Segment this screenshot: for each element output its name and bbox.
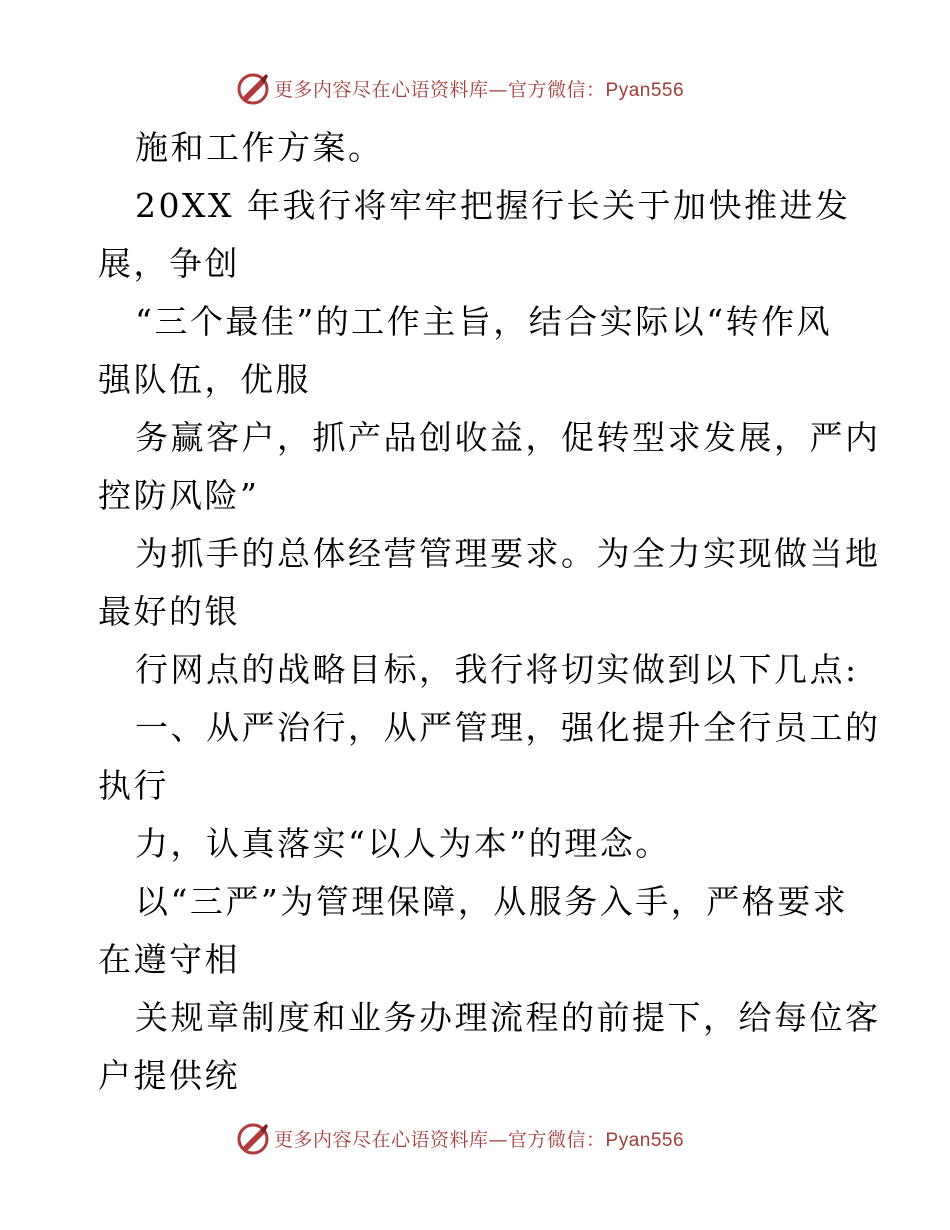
- body-line: “三个最佳”的工作主旨，结合实际以“转作风: [135, 302, 833, 341]
- body-line: 强队伍，优服: [98, 360, 311, 399]
- watermark-text: [274, 1128, 684, 1153]
- body-line: 关规章制度和业务办理流程的前提下，给每位客: [135, 998, 881, 1037]
- body-line: 执行: [98, 766, 169, 805]
- body-line: 展，争创: [98, 244, 240, 283]
- body-line: 最好的银: [98, 592, 240, 631]
- body-line: 力，认真落实“以人为本”的理念。: [135, 824, 671, 863]
- body-line: 一、从严治行，从严管理，强化提升全行员工的: [135, 708, 881, 747]
- watermark-prefix: 更多内容尽在心语资料库—官方微信：: [274, 1129, 606, 1151]
- watermark-wechat-id: Pyan556: [605, 1130, 685, 1151]
- body-line: 控防风险”: [98, 476, 260, 515]
- body-line: 20XX 年我行将牢牢把握行长关于加快推进发: [135, 186, 851, 225]
- body-line: 务赢客户，抓产品创收益，促转型求发展，严内: [135, 418, 881, 457]
- body-line: 行网点的战略目标，我行将切实做到以下几点:: [135, 650, 859, 689]
- body-line: 以“三严”为管理保障，从服务入手，严格要求: [135, 882, 849, 921]
- watermark-wechat-id: Pyan556: [605, 80, 685, 101]
- header-watermark: [0, 70, 950, 110]
- body-line: 施和工作方案。: [135, 128, 384, 167]
- quill-logo-icon: [236, 1122, 270, 1156]
- body-line: 在遵守相: [98, 940, 240, 979]
- body-line: 为抓手的总体经营管理要求。为全力实现做当地: [135, 534, 881, 573]
- footer-watermark: [0, 1120, 950, 1160]
- quill-logo-icon: [236, 72, 270, 106]
- watermark-text: [274, 78, 684, 103]
- watermark-prefix: 更多内容尽在心语资料库—官方微信：: [274, 79, 606, 101]
- body-line: 户提供统: [98, 1056, 240, 1095]
